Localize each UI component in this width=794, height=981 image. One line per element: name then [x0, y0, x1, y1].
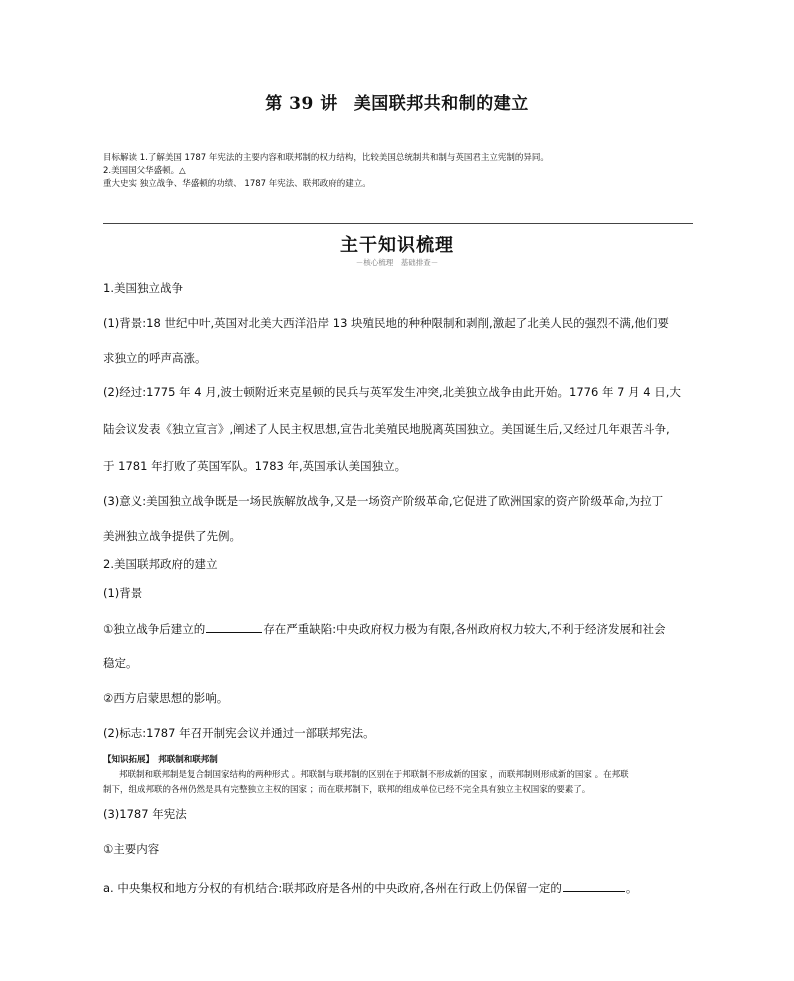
paragraph-process: (2)经过:1775 年 4 月,波士顿附近来克星顿的民兵与英军发生冲突,北美独立战争由此开始。1776 年 7 月 4 日,大	[103, 385, 681, 399]
paragraph-background: (1)背景:18 世纪中叶,英国对北美大西洋沿岸 13 块殖民地的种种限制和剥削,激起了北美人民的强烈不满,他们要	[103, 316, 669, 330]
paragraph-process-cont: 陆会议发表《独立宣言》,阐述了人民主权思想,宣告北美殖民地脱离英国独立。美国诞生后,又经过几年艰苦斗争,	[103, 422, 670, 436]
paragraph-significance: (3)意义:美国独立战争既是一场民族解放战争,又是一场资产阶级革命,它促进了欧洲国家的资产阶级革命,为拉丁	[103, 494, 664, 508]
lesson-topic: 美国联邦共和制的建立	[353, 94, 529, 114]
item-confederation-cont: 稳定。	[103, 656, 138, 670]
paragraph-background-cont: 求独立的呼声高涨。	[103, 351, 207, 365]
goal-line-2: 2.美国国父华盛顿。△	[103, 166, 186, 176]
item-centralization: a. 中央集权和地方分权的有机结合:联邦政府是各州的中央政府,各州在行政上仍保留一定的 。	[103, 881, 638, 895]
knowledge-extension-title: 【知识拓展】 邦联制和联邦制	[103, 755, 218, 765]
knowledge-extension-text: 邦联制和联邦制是复合制国家结构的两种形式 。邦联制与联邦制的区别在于邦联制不形成新的国家 ，而联邦制则形成新的国家 。在邦联	[119, 770, 629, 780]
key-facts-text: 独立战争、华盛顿的功绩、 1787 年宪法、联邦政府的建立。	[139, 179, 371, 189]
lesson-number: 第 39 讲	[265, 94, 338, 114]
paragraph-significance-cont: 美洲独立战争提供了先例。	[103, 529, 241, 543]
knowledge-extension-text-cont: 制下，组成邦联的各州仍然是具有完整独立主权的国家 ；而在联邦制下，联邦的组成单位已经不完全具有独立主权国家的要素了。	[103, 785, 591, 795]
heading-independence-war: 1.美国独立战争	[103, 281, 183, 295]
section-subtitle: －核心梳理 基础排查－	[355, 258, 439, 267]
key-facts-label: 重大史实	[103, 179, 138, 189]
subheading-background: (1)背景	[103, 586, 143, 600]
section-divider	[103, 223, 693, 224]
goal-line-1	[103, 153, 549, 164]
paragraph-process-end: 于 1781 年打败了英国军队。1783 年,英国承认美国独立。	[103, 459, 407, 473]
fill-blank[interactable]	[206, 621, 262, 633]
goal-text: 1.了解美国 1787 年宪法的主要内容和联邦制的权力结构，比较美国总统制共和制与英国君主立宪制的异同。	[139, 153, 549, 163]
fill-blank[interactable]	[563, 880, 625, 892]
goal-line-3	[103, 179, 371, 190]
paragraph-marker: (2)标志:1787 年召开制宪会议并通过一部联邦宪法。	[103, 726, 375, 740]
page-title	[0, 89, 794, 114]
heading-federal-government: 2.美国联邦政府的建立	[103, 557, 218, 571]
item-enlightenment: ②西方启蒙思想的影响。	[103, 691, 229, 705]
section-title: 主干知识梳理	[340, 235, 454, 256]
heading-constitution: (3)1787 年宪法	[103, 807, 187, 821]
item-confederation: ①独立战争后建立的 存在严重缺陷:中央政府权力极为有限,各州政府权力较大,不利于经济发展和社会	[103, 622, 666, 636]
goal-label: 目标解读	[103, 153, 138, 163]
subheading-main-content: ①主要内容	[103, 842, 160, 856]
